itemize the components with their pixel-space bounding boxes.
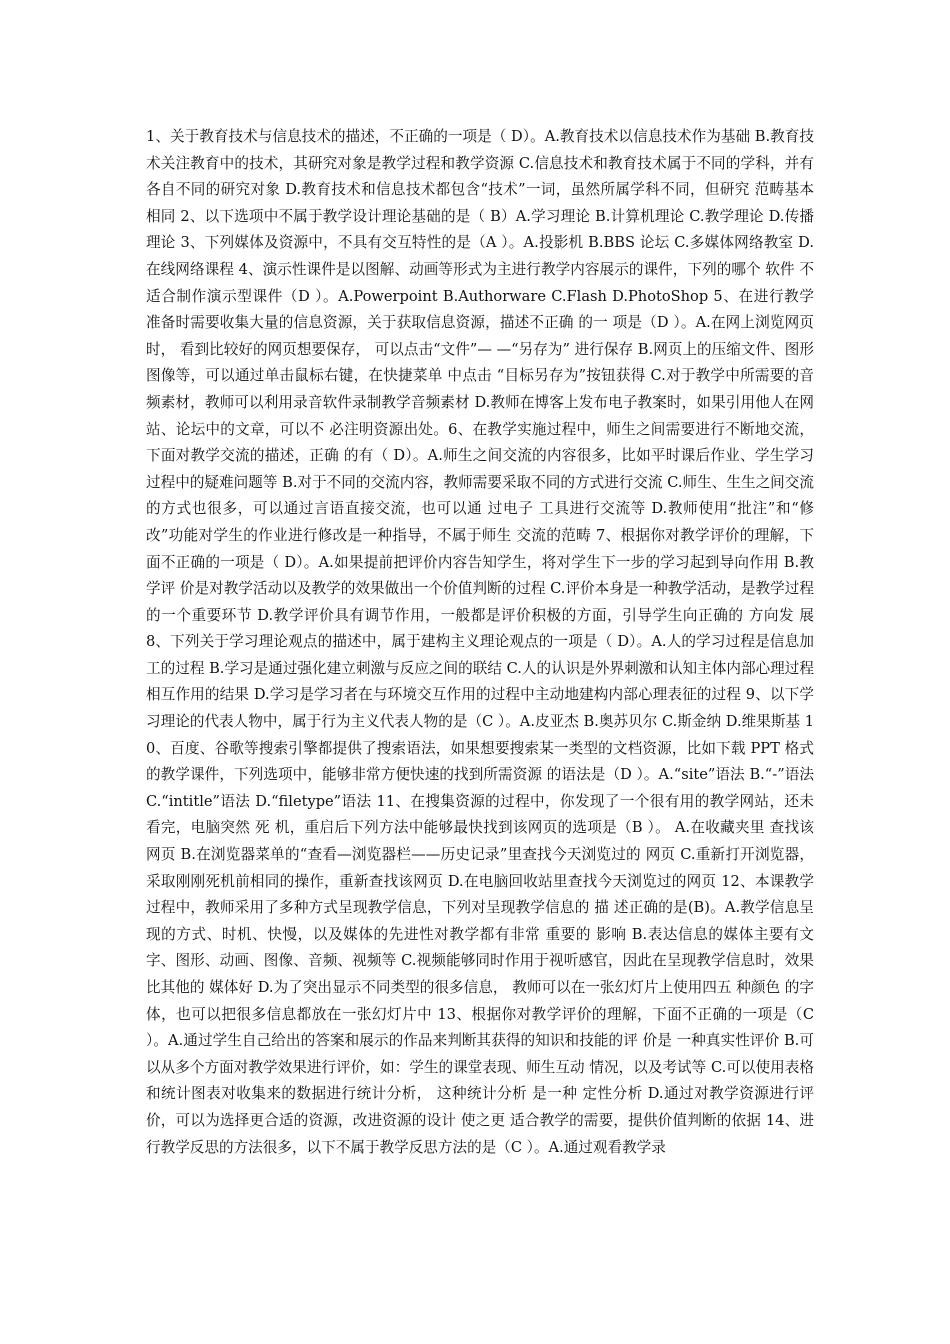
- document-body-text: 1、关于教育技术与信息技术的描述，不正确的一项是（ D）。A.教育技术以信息技术作为基础 B.教育技术关注教育中的技术，其研究对象是教学过程和教学资源 C.信息技术和教育技术属于不同的学科，并有各自不同的研究对象 D.教育技术和信息技术都包含“技术”一词，虽然所属学科不同，但研究 范畴基本 相同 2、以下选项中不属于教学设计理论基础的是（ B）A.学习理论 B.计算机理论 C.教学理论 D.传播理论 3、下列媒体及资源中，不具有交互特性的是（A ）。A.投影机 B.BBS 论坛 C.多媒体网络教室 D.在线网络课程 4、演示性课件是以图解、动画等形式为主进行教学内容展示的课件，下列的哪个 软件 不适合制作演示型课件（D ）。A.Powerpoint B.Authorware C.Flash D.PhotoShop 5、在进行教学准备时需要收集大量的信息资源，关于获取信息资源，描述不正确 的一 项是（D ）。A.在网上浏览网页时， 看到比较好的网页想要保存， 可以点击“文件”— —“另存为” 进行保存 B.网页上的压缩文件、图形图像等，可以通过单击鼠标右键，在快捷菜单 中点击 “目标另存为”按钮获得 C.对于教学中所需要的音频素材，教师可以利用录音软件录制教学音频素材 D.教师在博客上发布电子教案时，如果引用他人在网站、论坛中的文章，可以不 必注明资源出处。6、在教学实施过程中，师生之间需要进行不断地交流，下面对教学交流的描述，正确 的有（ D）。A.师生之间交流的内容很多，比如平时课后作业、学生学习过程中的疑难问题等 B.对于不同的交流内容，教师需要采取不同的方式进行交流 C.师生、生生之间交流的方式也很多，可以通过言语直接交流，也可以通 过电子 工具进行交流等 D.教师使用“批注”和“修改”功能对学生的作业进行修改是一种指导，不属于师生 交流的范畴 7、根据你对教学评价的理解，下面不正确的一项是（ D）。A.如果提前把评价内容告知学生，将对学生下一步的学习起到导向作用 B.教学评 价是对教学活动以及教学的效果做出一个价值判断的过程 C.评价本身是一种教学活动，是教学过程的一个重要环节 D.教学评价具有调节作用，一般都是评价积极的方面，引导学生向正确的 方向发 展 8、下列关于学习理论观点的描述中，属于建构主义理论观点的一项是（ D）。A.人的学习过程是信息加工的过程 B.学习是通过强化建立刺激与反应之间的联结 C.人的认识是外界刺激和认知主体内部心理过程相互作用的结果 D.学习是学习者在与环境交互作用的过程中主动地建构内部心理表征的过程 9、以下学习理论的代表人物中，属于行为主义代表人物的是（C ）。A.皮亚杰 B.奥苏贝尔 C.斯金纳 D.维果斯基 10、百度、谷歌等搜索引擎都提供了搜索语法，如果想要搜索某一类型的文档资源，比如下载 PPT 格式的教学课件，下列选项中，能够非常方便快速的找到所需资源 的语法是（D ）。A.“site”语法 B.“-”语法 C.“intitle”语法 D.“filetype”语法 11、在搜集资源的过程中，你发现了一个很有用的教学网站，还未看完，电脑突然 死 机，重启后下列方法中能够最快找到该网页的选项是（B ）。 A.在收藏夹里 查找该网页 B.在浏览器菜单的“查看—浏览器栏——历史记录”里查找今天浏览过的 网页 C.重新打开浏览器，采取刚刚死机前相同的操作，重新查找该网页 D.在电脑回收站里查找今天浏览过的网页 12、本课教学过程中，教师采用了多种方式呈现教学信息，下列对呈现教学信息的 描 述正确的是(B)。A.教学信息呈现的方式、时机、快慢，以及媒体的先进性对教学都有非常 重要的 影响 B.表达信息的媒体主要有文字、图形、动画、图像、音频、视频等 C.视频能够同时作用于视听感官，因此在呈现教学信息时，效果比其他的 媒体好 D.为了突出显示不同类型的很多信息， 教师可以在一张幻灯片上使用四五 种颜色 的字体，也可以把很多信息都放在一张幻灯片中 13、根据你对教学评价的理解，下面不正确的一项是（C ）。A.通过学生自己给出的答案和展示的作品来判断其获得的知识和技能的评 价是 一种真实性评价 B.可以从多个方面对教学效果进行评价，如：学生的课堂表现、师生互动 情况，以及考试等 C.可以使用表格和统计图表对收集来的数据进行统计分析， 这种统计分析 是一种 定性分析 D.通过对教学资源进行评价，可以为选择更合适的资源，改进资源的设计 使之更 适合教学的需要，提供价值判断的依据 14、进行教学反思的方法很多，以下不属于教学反思方法的是（C ）。A.通过观看教学录: [146, 128, 814, 1156]
